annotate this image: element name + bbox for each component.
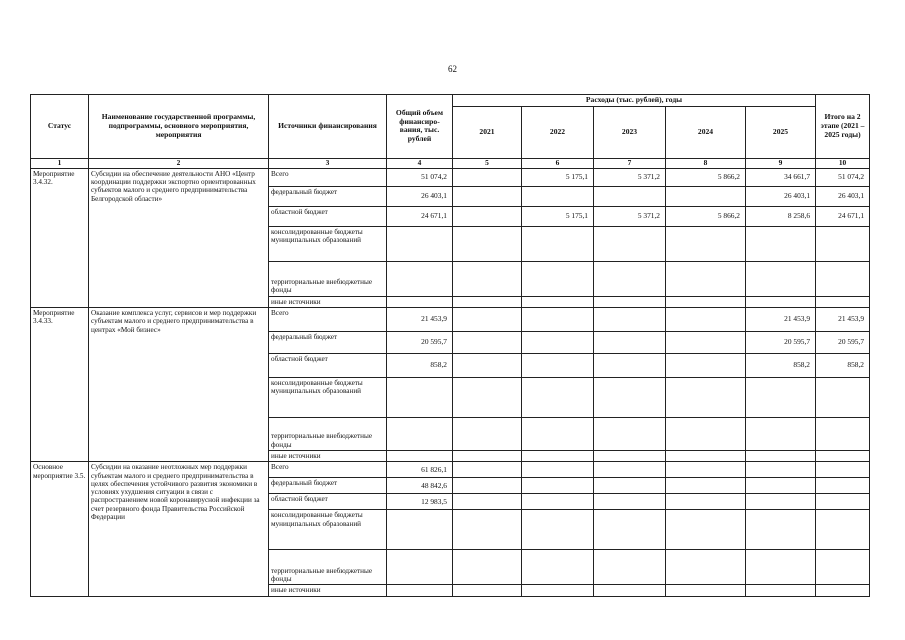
amount-cell (453, 226, 522, 261)
funding-source-label: иные источники (269, 296, 387, 307)
header-total: Общий объем финансиро-вания, тыс. рублей (387, 95, 453, 159)
amount-cell: 51 074,2 (816, 168, 870, 186)
amount-cell (522, 451, 594, 462)
amount-cell (666, 332, 746, 354)
header-year: 2023 (594, 106, 666, 158)
header-stage-total: Итого на 2 этапе (2021 – 2025 годы) (816, 95, 870, 159)
column-number: 2 (89, 158, 269, 168)
amount-cell (594, 378, 666, 418)
amount-cell (387, 585, 453, 596)
amount-cell (594, 186, 666, 206)
amount-cell: 24 671,1 (816, 206, 870, 226)
activity-description: Субсидии на обеспечение деятельности АНО «Центр координации поддержки экспортно ориентированных субъектов малого и среднего предпринимательства Белгородской области» (89, 168, 269, 307)
amount-cell (816, 494, 870, 510)
amount-cell (387, 296, 453, 307)
amount-cell (453, 478, 522, 494)
amount-cell (453, 418, 522, 451)
header-sources: Источники финансирования (269, 95, 387, 159)
amount-cell: 5 371,2 (594, 206, 666, 226)
funding-source-label: территориальные внебюджетные фонды (269, 550, 387, 585)
amount-cell (666, 478, 746, 494)
column-number: 4 (387, 158, 453, 168)
amount-cell (746, 462, 816, 478)
financing-table (30, 94, 870, 597)
amount-cell (746, 418, 816, 451)
funding-source-label: областной бюджет (269, 206, 387, 226)
amount-cell (594, 296, 666, 307)
amount-cell (522, 585, 594, 596)
header-year: 2022 (522, 106, 594, 158)
amount-cell (666, 494, 746, 510)
funding-source-label: Всего (269, 168, 387, 186)
amount-cell: 61 826,1 (387, 462, 453, 478)
amount-cell: 20 595,7 (816, 332, 870, 354)
amount-cell (594, 478, 666, 494)
amount-cell: 858,2 (387, 354, 453, 378)
amount-cell (453, 332, 522, 354)
amount-cell (387, 261, 453, 296)
amount-cell (453, 168, 522, 186)
activity-description: Оказание комплекса услуг, сервисов и мер поддержки субъектам малого и среднего предпринимательства в центрах «Мой бизнес» (89, 308, 269, 462)
amount-cell: 5 866,2 (666, 206, 746, 226)
amount-cell: 21 453,9 (746, 308, 816, 332)
amount-cell (453, 462, 522, 478)
header-name: Наименование государственной программы, подпрограммы, основного мероприятия, мероприятия (89, 95, 269, 159)
funding-source-label: Всего (269, 308, 387, 332)
funding-source-label: федеральный бюджет (269, 186, 387, 206)
amount-cell (746, 451, 816, 462)
amount-cell (453, 494, 522, 510)
amount-cell: 21 453,9 (387, 308, 453, 332)
amount-cell (387, 451, 453, 462)
amount-cell (666, 296, 746, 307)
activity-status: Мероприятие 3.4.33. (31, 308, 89, 462)
amount-cell: 48 842,6 (387, 478, 453, 494)
amount-cell (746, 261, 816, 296)
funding-source-label: областной бюджет (269, 494, 387, 510)
amount-cell: 5 371,2 (594, 168, 666, 186)
amount-cell: 26 403,1 (816, 186, 870, 206)
amount-cell (594, 226, 666, 261)
amount-cell (594, 462, 666, 478)
amount-cell (666, 462, 746, 478)
amount-cell: 858,2 (816, 354, 870, 378)
amount-cell (594, 451, 666, 462)
amount-cell (453, 296, 522, 307)
table-row (31, 308, 870, 332)
amount-cell (522, 354, 594, 378)
amount-cell: 5 866,2 (666, 168, 746, 186)
amount-cell (666, 418, 746, 451)
funding-source-label: консолидированные бюджеты муниципальных образований (269, 378, 387, 418)
funding-source-label: территориальные внебюджетные фонды (269, 418, 387, 451)
amount-cell (453, 378, 522, 418)
amount-cell (666, 308, 746, 332)
funding-source-label: областной бюджет (269, 354, 387, 378)
amount-cell (666, 186, 746, 206)
amount-cell (666, 226, 746, 261)
amount-cell (666, 451, 746, 462)
amount-cell (594, 510, 666, 550)
column-number: 9 (746, 158, 816, 168)
funding-source-label: Всего (269, 462, 387, 478)
amount-cell (594, 308, 666, 332)
amount-cell (522, 478, 594, 494)
amount-cell (594, 261, 666, 296)
column-number: 7 (594, 158, 666, 168)
amount-cell (522, 378, 594, 418)
amount-cell (594, 418, 666, 451)
amount-cell: 5 175,1 (522, 206, 594, 226)
amount-cell: 8 258,6 (746, 206, 816, 226)
funding-source-label: консолидированные бюджеты муниципальных образований (269, 226, 387, 261)
amount-cell: 21 453,9 (816, 308, 870, 332)
amount-cell (666, 354, 746, 378)
activity-description: Субсидии на оказание неотложных мер поддержки субъектам малого и среднего предпринимательства в целях обеспечения устойчивого развития экономики в условиях ухудшения ситуации в связи с распространением новой коронавирусной инфекции за счет резервного фонда Правительства Российской Федерации (89, 462, 269, 596)
funding-source-label: консолидированные бюджеты муниципальных образований (269, 510, 387, 550)
amount-cell (816, 462, 870, 478)
table-row (31, 462, 870, 478)
amount-cell (746, 510, 816, 550)
amount-cell (453, 186, 522, 206)
amount-cell (453, 308, 522, 332)
amount-cell: 858,2 (746, 354, 816, 378)
amount-cell (816, 585, 870, 596)
amount-cell: 20 595,7 (746, 332, 816, 354)
amount-cell (453, 206, 522, 226)
amount-cell (522, 226, 594, 261)
amount-cell (522, 261, 594, 296)
amount-cell (746, 478, 816, 494)
header-expenses: Расходы (тыс. рублей), годы (453, 95, 816, 107)
amount-cell (594, 332, 666, 354)
amount-cell (387, 418, 453, 451)
table-row (31, 168, 870, 186)
amount-cell (594, 585, 666, 596)
activity-status: Мероприятие 3.4.32. (31, 168, 89, 307)
amount-cell (816, 418, 870, 451)
header-year: 2025 (746, 106, 816, 158)
amount-cell (816, 550, 870, 585)
header-status: Статус (31, 95, 89, 159)
funding-source-label: федеральный бюджет (269, 478, 387, 494)
amount-cell (666, 261, 746, 296)
amount-cell (594, 354, 666, 378)
header-year: 2024 (666, 106, 746, 158)
amount-cell (666, 510, 746, 550)
amount-cell (387, 550, 453, 585)
funding-source-label: территориальные внебюджетные фонды (269, 261, 387, 296)
column-number: 3 (269, 158, 387, 168)
amount-cell (453, 510, 522, 550)
amount-cell (594, 494, 666, 510)
amount-cell: 26 403,1 (387, 186, 453, 206)
amount-cell (746, 494, 816, 510)
amount-cell (522, 550, 594, 585)
amount-cell: 26 403,1 (746, 186, 816, 206)
amount-cell: 12 983,5 (387, 494, 453, 510)
amount-cell: 34 661,7 (746, 168, 816, 186)
amount-cell (816, 510, 870, 550)
amount-cell (816, 378, 870, 418)
column-number: 5 (453, 158, 522, 168)
amount-cell (746, 585, 816, 596)
amount-cell (522, 510, 594, 550)
amount-cell (453, 585, 522, 596)
amount-cell (816, 261, 870, 296)
amount-cell (522, 494, 594, 510)
amount-cell (666, 585, 746, 596)
amount-cell: 51 074,2 (387, 168, 453, 186)
column-number: 6 (522, 158, 594, 168)
amount-cell (746, 550, 816, 585)
column-number: 10 (816, 158, 870, 168)
amount-cell (522, 332, 594, 354)
amount-cell (666, 378, 746, 418)
page-number: 62 (448, 64, 457, 74)
amount-cell: 24 671,1 (387, 206, 453, 226)
amount-cell (816, 296, 870, 307)
amount-cell (816, 451, 870, 462)
funding-source-label: иные источники (269, 451, 387, 462)
activity-status: Основное мероприятие 3.5. (31, 462, 89, 596)
amount-cell (453, 261, 522, 296)
amount-cell (387, 510, 453, 550)
amount-cell (816, 226, 870, 261)
funding-source-label: иные источники (269, 585, 387, 596)
amount-cell (522, 296, 594, 307)
amount-cell (594, 550, 666, 585)
amount-cell (746, 296, 816, 307)
amount-cell: 20 595,7 (387, 332, 453, 354)
amount-cell (816, 478, 870, 494)
amount-cell (522, 308, 594, 332)
amount-cell (387, 226, 453, 261)
amount-cell (453, 354, 522, 378)
amount-cell (522, 186, 594, 206)
column-number: 8 (666, 158, 746, 168)
amount-cell (453, 550, 522, 585)
amount-cell (522, 418, 594, 451)
amount-cell (522, 462, 594, 478)
amount-cell (746, 378, 816, 418)
column-number: 1 (31, 158, 89, 168)
amount-cell (387, 378, 453, 418)
amount-cell: 5 175,1 (522, 168, 594, 186)
amount-cell (453, 451, 522, 462)
amount-cell (666, 550, 746, 585)
funding-source-label: федеральный бюджет (269, 332, 387, 354)
amount-cell (746, 226, 816, 261)
header-year: 2021 (453, 106, 522, 158)
